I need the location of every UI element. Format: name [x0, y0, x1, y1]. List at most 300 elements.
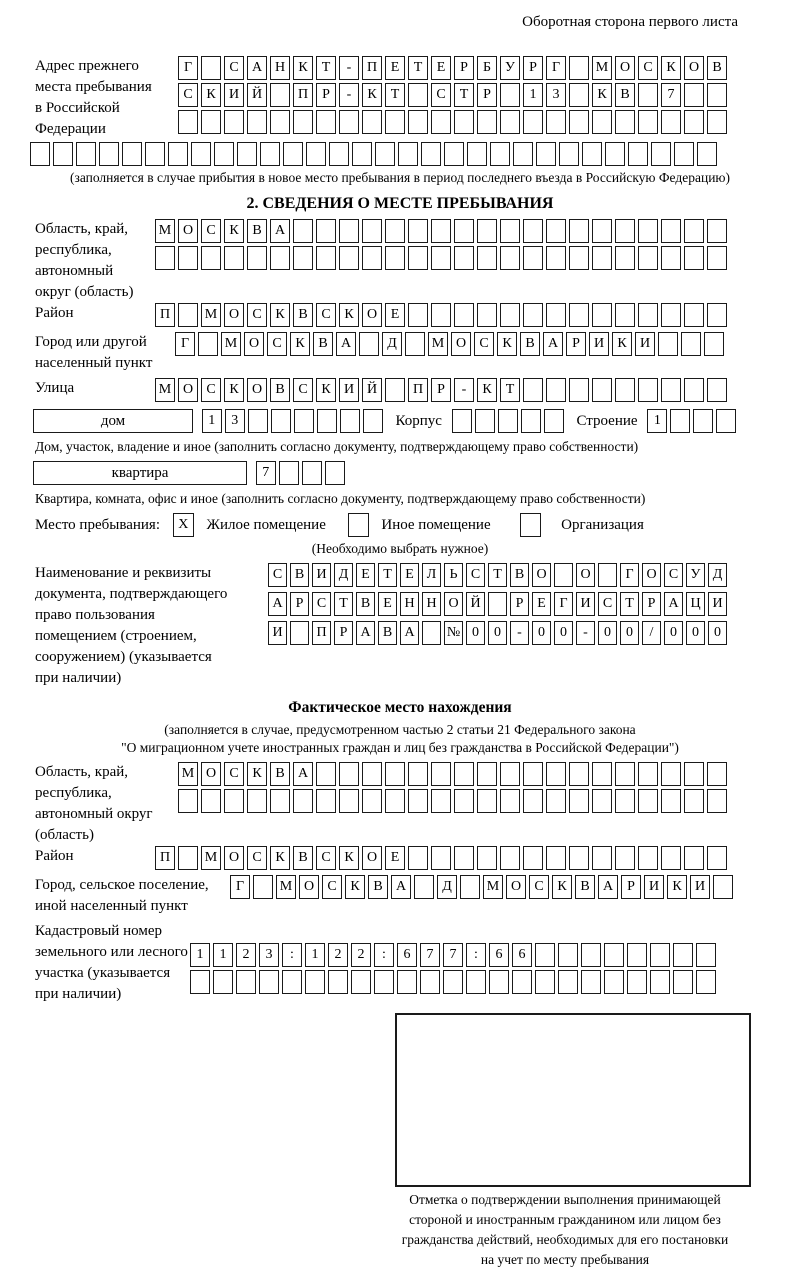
- char-box[interactable]: Р: [454, 56, 474, 80]
- char-box[interactable]: [122, 142, 142, 166]
- oblast-2-row-1[interactable]: [178, 762, 800, 787]
- char-box[interactable]: [569, 378, 589, 402]
- char-box[interactable]: [477, 246, 497, 270]
- char-box[interactable]: [592, 846, 612, 870]
- char-box[interactable]: [592, 378, 612, 402]
- char-box[interactable]: О: [247, 378, 267, 402]
- char-box[interactable]: [270, 246, 290, 270]
- char-box[interactable]: [638, 846, 658, 870]
- char-box[interactable]: И: [268, 621, 287, 645]
- char-box[interactable]: [673, 970, 693, 994]
- char-box[interactable]: [316, 219, 336, 243]
- char-box[interactable]: [546, 303, 566, 327]
- char-box[interactable]: [627, 970, 647, 994]
- char-box[interactable]: :: [374, 943, 394, 967]
- char-box[interactable]: [661, 378, 681, 402]
- char-box[interactable]: Р: [566, 332, 586, 356]
- char-box[interactable]: С: [466, 563, 485, 587]
- char-box[interactable]: [582, 142, 602, 166]
- char-box[interactable]: Ь: [444, 563, 463, 587]
- char-box[interactable]: [638, 219, 658, 243]
- char-box[interactable]: [696, 943, 716, 967]
- char-box[interactable]: С: [267, 332, 287, 356]
- doc-row-2[interactable]: [268, 592, 800, 617]
- char-box[interactable]: [523, 789, 543, 813]
- char-box[interactable]: [398, 142, 418, 166]
- char-box[interactable]: К: [224, 378, 244, 402]
- char-box[interactable]: С: [224, 762, 244, 786]
- char-box[interactable]: 2: [351, 943, 371, 967]
- char-box[interactable]: [454, 110, 474, 134]
- char-box[interactable]: Д: [437, 875, 457, 899]
- char-box[interactable]: [362, 246, 382, 270]
- char-box[interactable]: [500, 219, 520, 243]
- char-box[interactable]: А: [247, 56, 267, 80]
- ulitsa-row[interactable]: [155, 378, 800, 403]
- char-box[interactable]: К: [316, 378, 336, 402]
- char-box[interactable]: [661, 762, 681, 786]
- char-box[interactable]: [385, 762, 405, 786]
- char-box[interactable]: К: [552, 875, 572, 899]
- char-box[interactable]: [661, 110, 681, 134]
- char-box[interactable]: -: [576, 621, 595, 645]
- char-box[interactable]: [569, 762, 589, 786]
- char-box[interactable]: [500, 846, 520, 870]
- korpus-boxes[interactable]: [452, 409, 567, 434]
- char-box[interactable]: И: [708, 592, 727, 616]
- char-box[interactable]: Д: [708, 563, 727, 587]
- char-box[interactable]: [408, 303, 428, 327]
- char-box[interactable]: [684, 846, 704, 870]
- char-box[interactable]: [224, 246, 244, 270]
- char-box[interactable]: [454, 303, 474, 327]
- char-box[interactable]: [385, 378, 405, 402]
- char-box[interactable]: [684, 303, 704, 327]
- char-box[interactable]: [569, 83, 589, 107]
- char-box[interactable]: 3: [225, 409, 245, 433]
- char-box[interactable]: 0: [532, 621, 551, 645]
- char-box[interactable]: К: [224, 219, 244, 243]
- char-box[interactable]: [293, 110, 313, 134]
- char-box[interactable]: [592, 219, 612, 243]
- char-box[interactable]: А: [598, 875, 618, 899]
- char-box[interactable]: [674, 142, 694, 166]
- char-box[interactable]: [466, 970, 486, 994]
- char-box[interactable]: В: [293, 303, 313, 327]
- char-box[interactable]: В: [247, 219, 267, 243]
- char-box[interactable]: [615, 246, 635, 270]
- char-box[interactable]: [178, 110, 198, 134]
- char-box[interactable]: [362, 762, 382, 786]
- char-box[interactable]: К: [667, 875, 687, 899]
- char-box[interactable]: О: [684, 56, 704, 80]
- char-box[interactable]: О: [299, 875, 319, 899]
- char-box[interactable]: К: [290, 332, 310, 356]
- char-box[interactable]: 0: [598, 621, 617, 645]
- char-box[interactable]: [452, 409, 472, 433]
- char-box[interactable]: К: [362, 83, 382, 107]
- char-box[interactable]: К: [339, 303, 359, 327]
- char-box[interactable]: -: [510, 621, 529, 645]
- char-box[interactable]: К: [270, 846, 290, 870]
- char-box[interactable]: К: [612, 332, 632, 356]
- char-box[interactable]: Е: [378, 592, 397, 616]
- char-box[interactable]: М: [592, 56, 612, 80]
- char-box[interactable]: [201, 246, 221, 270]
- char-box[interactable]: 0: [708, 621, 727, 645]
- char-box[interactable]: [673, 943, 693, 967]
- char-box[interactable]: М: [155, 378, 175, 402]
- char-box[interactable]: 2: [236, 943, 256, 967]
- char-box[interactable]: [592, 762, 612, 786]
- char-box[interactable]: [650, 970, 670, 994]
- char-box[interactable]: М: [201, 846, 221, 870]
- char-box[interactable]: [201, 56, 221, 80]
- char-box[interactable]: [214, 142, 234, 166]
- char-box[interactable]: У: [686, 563, 705, 587]
- char-box[interactable]: [253, 875, 273, 899]
- char-box[interactable]: 7: [420, 943, 440, 967]
- char-box[interactable]: [247, 246, 267, 270]
- char-box[interactable]: :: [466, 943, 486, 967]
- oblast-2-row-2[interactable]: [178, 789, 800, 814]
- char-box[interactable]: [328, 970, 348, 994]
- char-box[interactable]: [523, 303, 543, 327]
- char-box[interactable]: [638, 762, 658, 786]
- char-box[interactable]: К: [293, 56, 313, 80]
- char-box[interactable]: [569, 110, 589, 134]
- char-box[interactable]: [431, 110, 451, 134]
- char-box[interactable]: [316, 110, 336, 134]
- char-box[interactable]: 7: [443, 943, 463, 967]
- char-box[interactable]: [605, 142, 625, 166]
- char-box[interactable]: Р: [431, 378, 451, 402]
- char-box[interactable]: [178, 303, 198, 327]
- char-box[interactable]: [684, 789, 704, 813]
- char-box[interactable]: [282, 970, 302, 994]
- char-box[interactable]: [270, 110, 290, 134]
- char-box[interactable]: [628, 142, 648, 166]
- char-box[interactable]: С: [247, 846, 267, 870]
- char-box[interactable]: [592, 110, 612, 134]
- checkbox-inoe[interactable]: [348, 513, 369, 537]
- char-box[interactable]: 3: [546, 83, 566, 107]
- gorod-row[interactable]: [175, 332, 800, 357]
- char-box[interactable]: Й: [247, 83, 267, 107]
- char-box[interactable]: [339, 789, 359, 813]
- char-box[interactable]: [490, 142, 510, 166]
- char-box[interactable]: О: [576, 563, 595, 587]
- char-box[interactable]: [615, 378, 635, 402]
- char-box[interactable]: В: [290, 563, 309, 587]
- char-box[interactable]: [684, 110, 704, 134]
- char-box[interactable]: В: [356, 592, 375, 616]
- char-box[interactable]: [684, 219, 704, 243]
- char-box[interactable]: [362, 110, 382, 134]
- char-box[interactable]: [500, 83, 520, 107]
- char-box[interactable]: Е: [385, 303, 405, 327]
- char-box[interactable]: [477, 762, 497, 786]
- char-box[interactable]: [408, 83, 428, 107]
- char-box[interactable]: [581, 943, 601, 967]
- char-box[interactable]: №: [444, 621, 463, 645]
- char-box[interactable]: [306, 142, 326, 166]
- char-box[interactable]: [178, 846, 198, 870]
- char-box[interactable]: И: [644, 875, 664, 899]
- char-box[interactable]: 1: [202, 409, 222, 433]
- char-box[interactable]: [477, 789, 497, 813]
- char-box[interactable]: У: [500, 56, 520, 80]
- char-box[interactable]: С: [316, 846, 336, 870]
- char-box[interactable]: И: [635, 332, 655, 356]
- char-box[interactable]: [681, 332, 701, 356]
- char-box[interactable]: [558, 970, 578, 994]
- char-box[interactable]: В: [368, 875, 388, 899]
- char-box[interactable]: [661, 846, 681, 870]
- char-box[interactable]: [414, 875, 434, 899]
- char-box[interactable]: В: [378, 621, 397, 645]
- char-box[interactable]: Л: [422, 563, 441, 587]
- char-box[interactable]: [638, 378, 658, 402]
- char-box[interactable]: [339, 219, 359, 243]
- char-box[interactable]: С: [247, 303, 267, 327]
- char-box[interactable]: 6: [397, 943, 417, 967]
- char-box[interactable]: [247, 110, 267, 134]
- char-box[interactable]: [581, 970, 601, 994]
- char-box[interactable]: -: [339, 56, 359, 80]
- char-box[interactable]: С: [474, 332, 494, 356]
- char-box[interactable]: С: [316, 303, 336, 327]
- char-box[interactable]: [592, 246, 612, 270]
- char-box[interactable]: А: [664, 592, 683, 616]
- char-box[interactable]: 3: [259, 943, 279, 967]
- char-box[interactable]: [460, 875, 480, 899]
- char-box[interactable]: [293, 219, 313, 243]
- char-box[interactable]: О: [178, 219, 198, 243]
- char-box[interactable]: О: [506, 875, 526, 899]
- char-box[interactable]: [385, 789, 405, 813]
- char-box[interactable]: [546, 219, 566, 243]
- char-box[interactable]: [684, 762, 704, 786]
- char-box[interactable]: К: [592, 83, 612, 107]
- char-box[interactable]: Т: [488, 563, 507, 587]
- char-box[interactable]: [536, 142, 556, 166]
- char-box[interactable]: [351, 970, 371, 994]
- char-box[interactable]: [420, 970, 440, 994]
- char-box[interactable]: Н: [270, 56, 290, 80]
- char-box[interactable]: [454, 789, 474, 813]
- char-box[interactable]: [431, 219, 451, 243]
- char-box[interactable]: [155, 246, 175, 270]
- char-box[interactable]: Д: [334, 563, 353, 587]
- char-box[interactable]: С: [598, 592, 617, 616]
- char-box[interactable]: В: [270, 378, 290, 402]
- char-box[interactable]: [638, 246, 658, 270]
- char-box[interactable]: [569, 246, 589, 270]
- char-box[interactable]: [521, 409, 541, 433]
- char-box[interactable]: [615, 789, 635, 813]
- char-box[interactable]: [316, 789, 336, 813]
- checkbox-zhiloe[interactable]: X: [173, 513, 194, 537]
- char-box[interactable]: Г: [554, 592, 573, 616]
- char-box[interactable]: [374, 970, 394, 994]
- char-box[interactable]: [454, 846, 474, 870]
- char-box[interactable]: [53, 142, 73, 166]
- raion-2-row[interactable]: [155, 846, 800, 871]
- char-box[interactable]: [638, 110, 658, 134]
- char-box[interactable]: [500, 762, 520, 786]
- char-box[interactable]: Й: [362, 378, 382, 402]
- stroenie-boxes[interactable]: [647, 409, 739, 434]
- kadastr-row-2[interactable]: [190, 970, 800, 995]
- char-box[interactable]: 1: [190, 943, 210, 967]
- char-box[interactable]: [707, 83, 727, 107]
- dom-number-boxes[interactable]: [202, 409, 386, 434]
- char-box[interactable]: О: [615, 56, 635, 80]
- char-box[interactable]: Н: [400, 592, 419, 616]
- char-box[interactable]: Т: [334, 592, 353, 616]
- char-box[interactable]: Г: [175, 332, 195, 356]
- char-box[interactable]: А: [391, 875, 411, 899]
- char-box[interactable]: [546, 246, 566, 270]
- char-box[interactable]: П: [155, 846, 175, 870]
- char-box[interactable]: Т: [316, 56, 336, 80]
- char-box[interactable]: [697, 142, 717, 166]
- char-box[interactable]: А: [400, 621, 419, 645]
- char-box[interactable]: К: [345, 875, 365, 899]
- char-box[interactable]: 0: [620, 621, 639, 645]
- char-box[interactable]: С: [201, 219, 221, 243]
- char-box[interactable]: 1: [523, 83, 543, 107]
- char-box[interactable]: [488, 592, 507, 616]
- char-box[interactable]: [475, 409, 495, 433]
- char-box[interactable]: Р: [523, 56, 543, 80]
- char-box[interactable]: [213, 970, 233, 994]
- char-box[interactable]: [638, 83, 658, 107]
- char-box[interactable]: [260, 142, 280, 166]
- char-box[interactable]: [339, 762, 359, 786]
- char-box[interactable]: 1: [647, 409, 667, 433]
- char-box[interactable]: И: [339, 378, 359, 402]
- char-box[interactable]: А: [270, 219, 290, 243]
- char-box[interactable]: [477, 110, 497, 134]
- char-box[interactable]: [558, 943, 578, 967]
- char-box[interactable]: Т: [378, 563, 397, 587]
- char-box[interactable]: [544, 409, 564, 433]
- char-box[interactable]: [684, 83, 704, 107]
- char-box[interactable]: -: [339, 83, 359, 107]
- char-box[interactable]: [325, 461, 345, 485]
- char-box[interactable]: К: [270, 303, 290, 327]
- char-box[interactable]: Е: [532, 592, 551, 616]
- char-box[interactable]: /: [642, 621, 661, 645]
- char-box[interactable]: [661, 246, 681, 270]
- char-box[interactable]: М: [178, 762, 198, 786]
- char-box[interactable]: И: [312, 563, 331, 587]
- char-box[interactable]: Д: [382, 332, 402, 356]
- char-box[interactable]: [340, 409, 360, 433]
- char-box[interactable]: В: [270, 762, 290, 786]
- char-box[interactable]: С: [664, 563, 683, 587]
- doc-row-3[interactable]: [268, 621, 800, 646]
- char-box[interactable]: Е: [385, 846, 405, 870]
- char-box[interactable]: М: [221, 332, 241, 356]
- char-box[interactable]: 1: [213, 943, 233, 967]
- char-box[interactable]: [443, 970, 463, 994]
- char-box[interactable]: Е: [356, 563, 375, 587]
- gorod-2-row[interactable]: [230, 875, 800, 900]
- char-box[interactable]: К: [201, 83, 221, 107]
- char-box[interactable]: П: [293, 83, 313, 107]
- char-box[interactable]: [421, 142, 441, 166]
- char-box[interactable]: [651, 142, 671, 166]
- char-box[interactable]: [236, 970, 256, 994]
- char-box[interactable]: Т: [500, 378, 520, 402]
- raion-row[interactable]: [155, 303, 800, 328]
- char-box[interactable]: [615, 219, 635, 243]
- char-box[interactable]: О: [224, 846, 244, 870]
- char-box[interactable]: [302, 461, 322, 485]
- char-box[interactable]: [290, 621, 309, 645]
- char-box[interactable]: С: [201, 378, 221, 402]
- char-box[interactable]: [615, 110, 635, 134]
- char-box[interactable]: [658, 332, 678, 356]
- char-box[interactable]: Р: [510, 592, 529, 616]
- char-box[interactable]: [408, 762, 428, 786]
- char-box[interactable]: Т: [385, 83, 405, 107]
- char-box[interactable]: [247, 789, 267, 813]
- char-box[interactable]: Р: [334, 621, 353, 645]
- char-box[interactable]: С: [178, 83, 198, 107]
- char-box[interactable]: [431, 303, 451, 327]
- char-box[interactable]: [201, 789, 221, 813]
- char-box[interactable]: [604, 943, 624, 967]
- char-box[interactable]: А: [336, 332, 356, 356]
- char-box[interactable]: [535, 970, 555, 994]
- char-box[interactable]: [30, 142, 50, 166]
- char-box[interactable]: 2: [328, 943, 348, 967]
- doc-row-1[interactable]: [268, 563, 800, 588]
- char-box[interactable]: [684, 378, 704, 402]
- char-box[interactable]: [638, 303, 658, 327]
- char-box[interactable]: О: [244, 332, 264, 356]
- char-box[interactable]: [546, 789, 566, 813]
- char-box[interactable]: Р: [621, 875, 641, 899]
- char-box[interactable]: [598, 563, 617, 587]
- char-box[interactable]: [650, 943, 670, 967]
- char-box[interactable]: И: [690, 875, 710, 899]
- char-box[interactable]: Й: [466, 592, 485, 616]
- char-box[interactable]: [512, 970, 532, 994]
- char-box[interactable]: О: [444, 592, 463, 616]
- char-box[interactable]: [294, 409, 314, 433]
- char-box[interactable]: 7: [256, 461, 276, 485]
- char-box[interactable]: -: [454, 378, 474, 402]
- kvartira-boxes[interactable]: [256, 461, 348, 486]
- char-box[interactable]: [431, 789, 451, 813]
- char-box[interactable]: :: [282, 943, 302, 967]
- char-box[interactable]: [535, 943, 555, 967]
- char-box[interactable]: Т: [620, 592, 639, 616]
- prev-address-row-1[interactable]: [178, 56, 800, 81]
- char-box[interactable]: [615, 303, 635, 327]
- char-box[interactable]: [500, 303, 520, 327]
- char-box[interactable]: М: [155, 219, 175, 243]
- char-box[interactable]: [523, 110, 543, 134]
- char-box[interactable]: 0: [466, 621, 485, 645]
- char-box[interactable]: В: [293, 846, 313, 870]
- char-box[interactable]: Т: [408, 56, 428, 80]
